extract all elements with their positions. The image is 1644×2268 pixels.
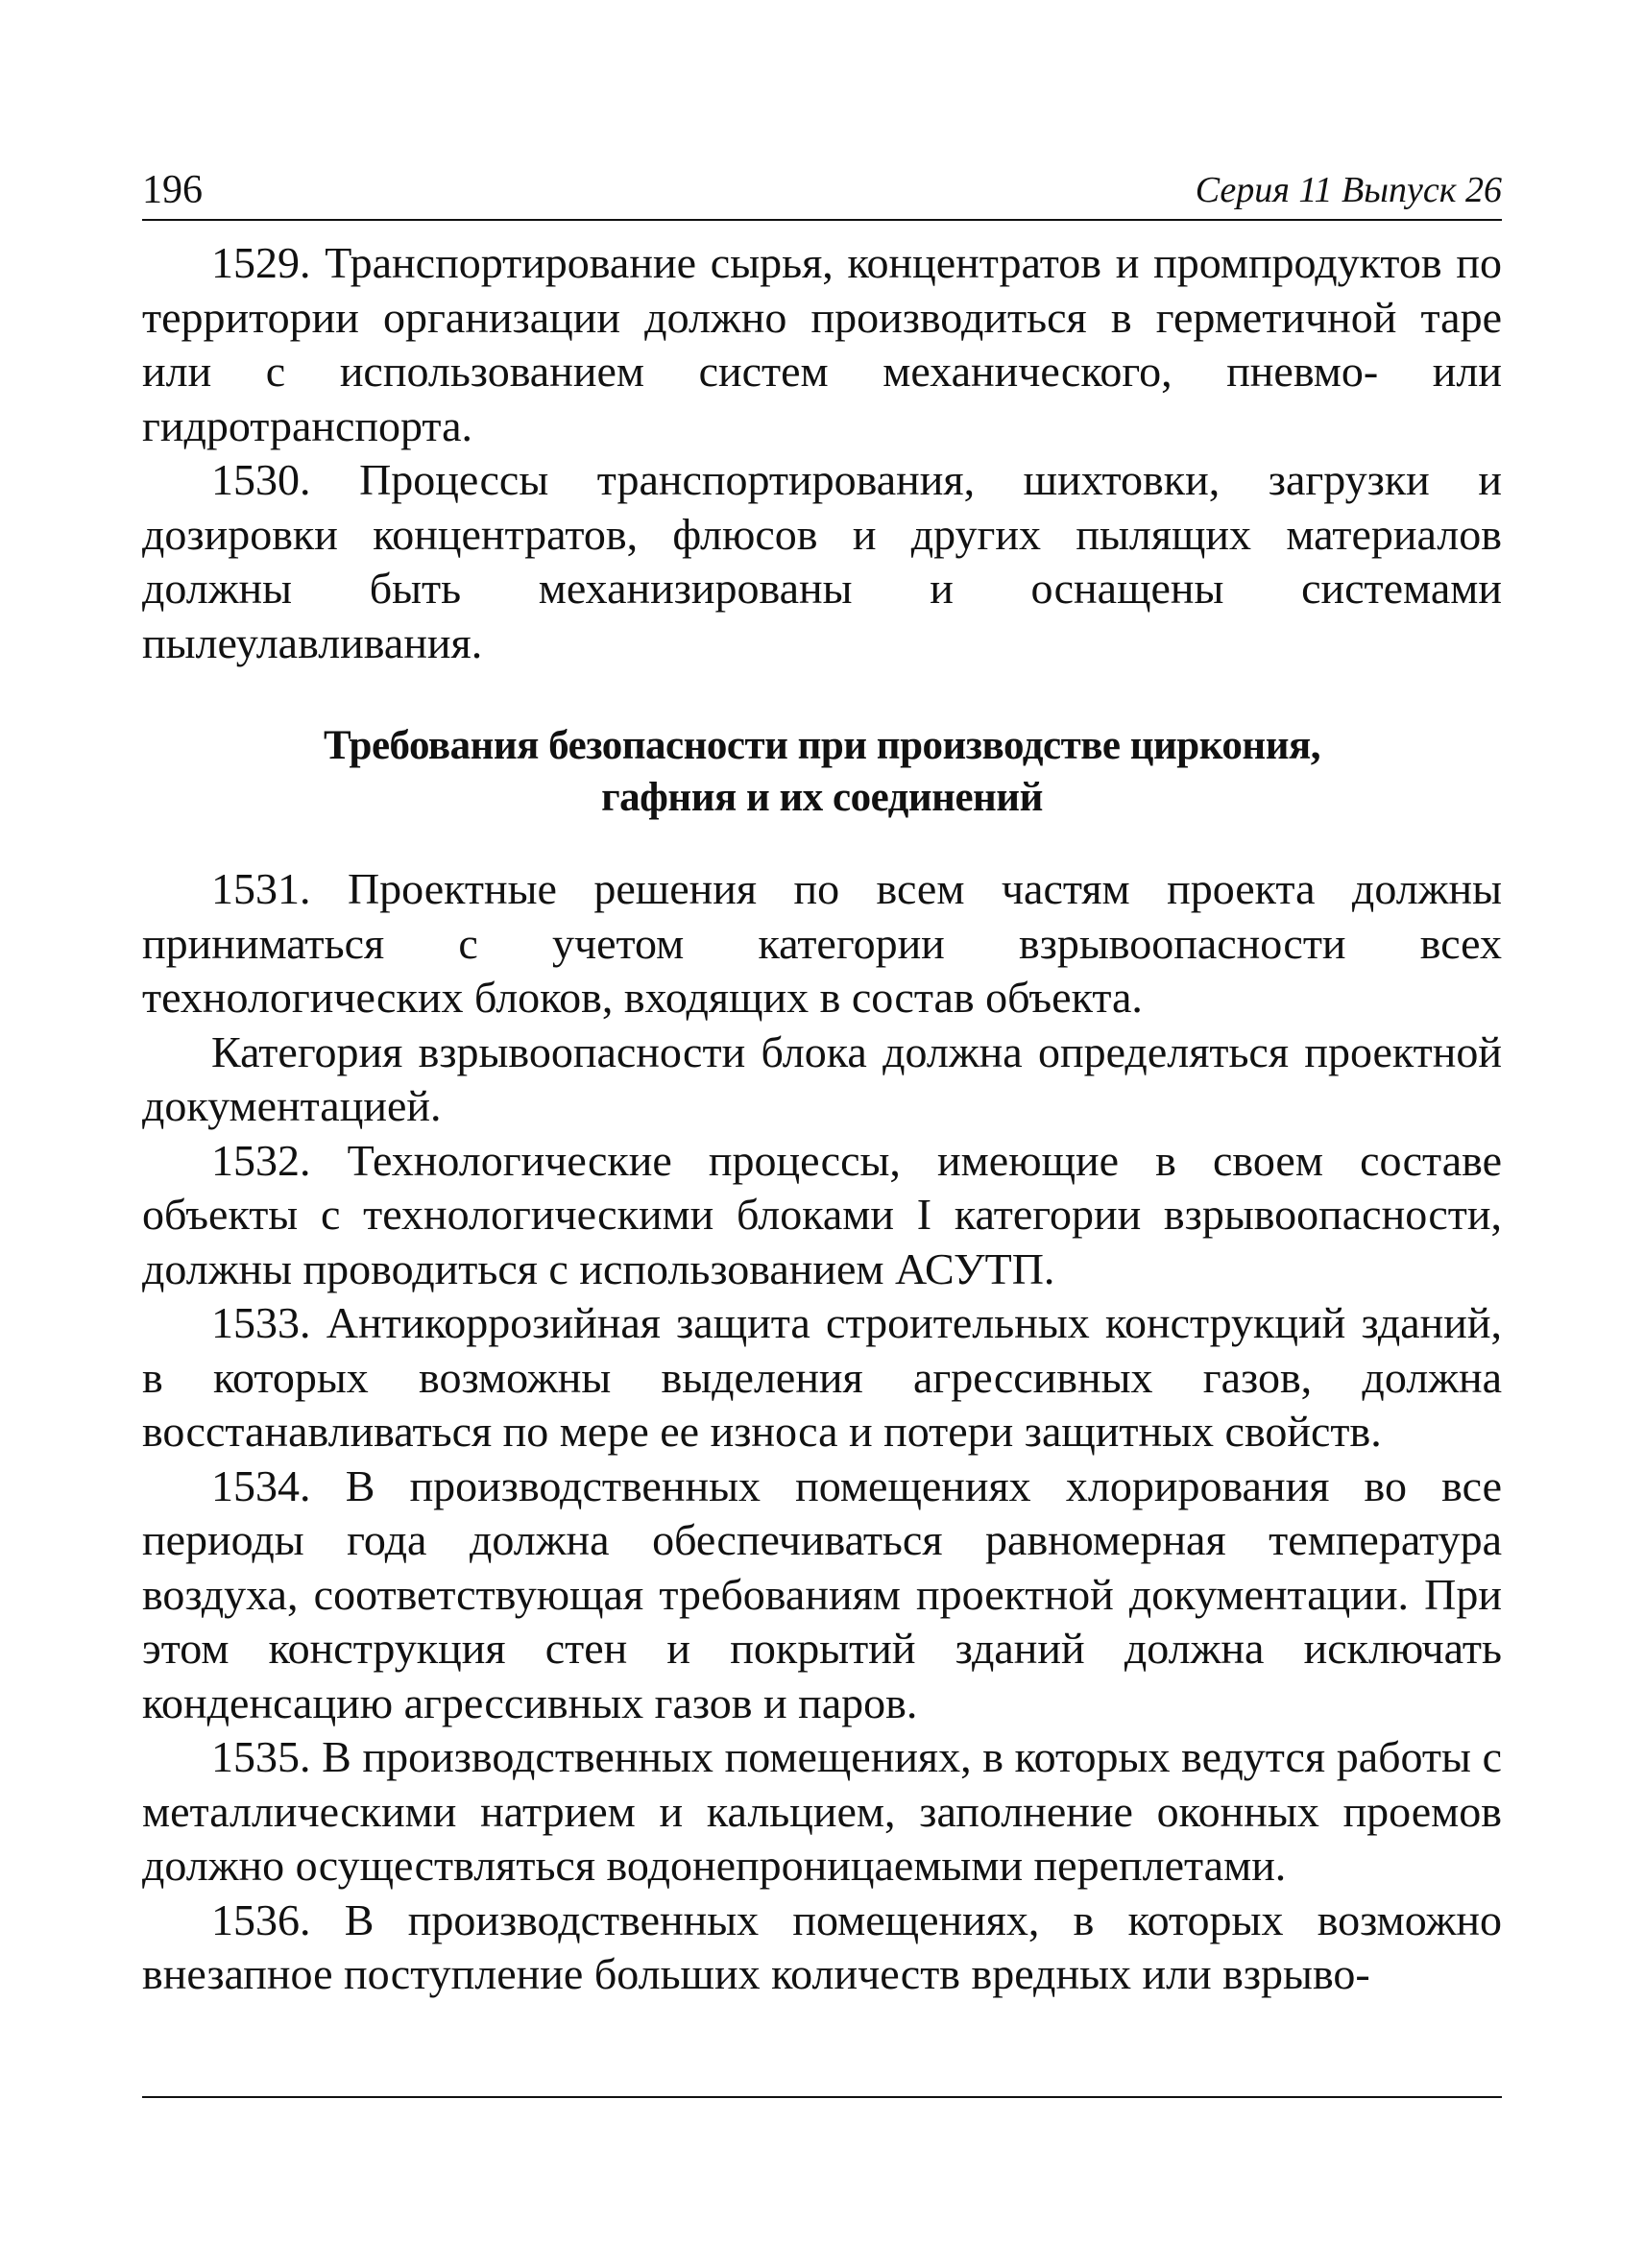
document-page [142,163,1502,2002]
paragraph-1534: 1534. В производственных помещениях хлорирования во все периоды года должна обеспечиваться равномерная температура воздуха, соответствующая требованиям проектной документации. При этом конструкция стен и покрытий зданий должна исключать конденсацию агрессивных газов и паров. [142,1460,1502,1727]
series-title: Серия 11 Выпуск 26 [1195,170,1502,210]
header-divider [142,219,1502,221]
section-heading [142,720,1502,824]
paragraph-1535: 1535. В производственных помещениях, в которых ведутся работы с металлическими натрием и кальцием, заполнение оконных проемов должно осуществляться водонепроницаемыми переплетами. [142,1732,1502,1890]
paragraph-1531: 1531. Проектные решения по всем частям проекта должны приниматься с учетом категории взрывоопасности всех технологических блоков, входящих в состав объекта. [142,864,1502,1022]
paragraph-1536: 1536. В производственных помещениях, в которых возможно внезапное поступление больших количеств вредных или взрыво- [142,1894,1502,1998]
section-heading-line-2: гафния и их соединений [601,775,1043,820]
section-heading-line-1: Требования безопасности при производстве циркония, [323,723,1320,768]
paragraph-1532: 1532. Технологические процессы, имеющие в своем составе объекты с технологическими блоками I категории взрывоопасности, должны проводиться с использованием АСУТП. [142,1135,1502,1293]
paragraph-category: Категория взрывоопасности блока должна определяться проектной документацией. [142,1026,1502,1130]
document-body [142,219,1502,2002]
paragraph-1530: 1530. Процессы транспортирования, шихтовки, загрузки и дозировки концентратов, флюсов и других пылящих материалов должны быть механизированы и оснащены системами пылеулавливания. [142,455,1502,667]
page-number: 196 [142,168,203,212]
paragraph-1529: 1529. Транспортирование сырья, концентратов и промпродуктов по территории организации должно производиться в герметичной таре или с использованием систем механического, пневмо- или гидротранспорта. [142,238,1502,450]
page-header [142,163,1502,219]
paragraph-1533: 1533. Антикоррозийная защита строительных конструкций зданий, в которых возможны выделения агрессивных газов, должна восстанавливаться по мере ее износа и потери защитных свойств. [142,1298,1502,1456]
footer-divider [142,2096,1502,2098]
